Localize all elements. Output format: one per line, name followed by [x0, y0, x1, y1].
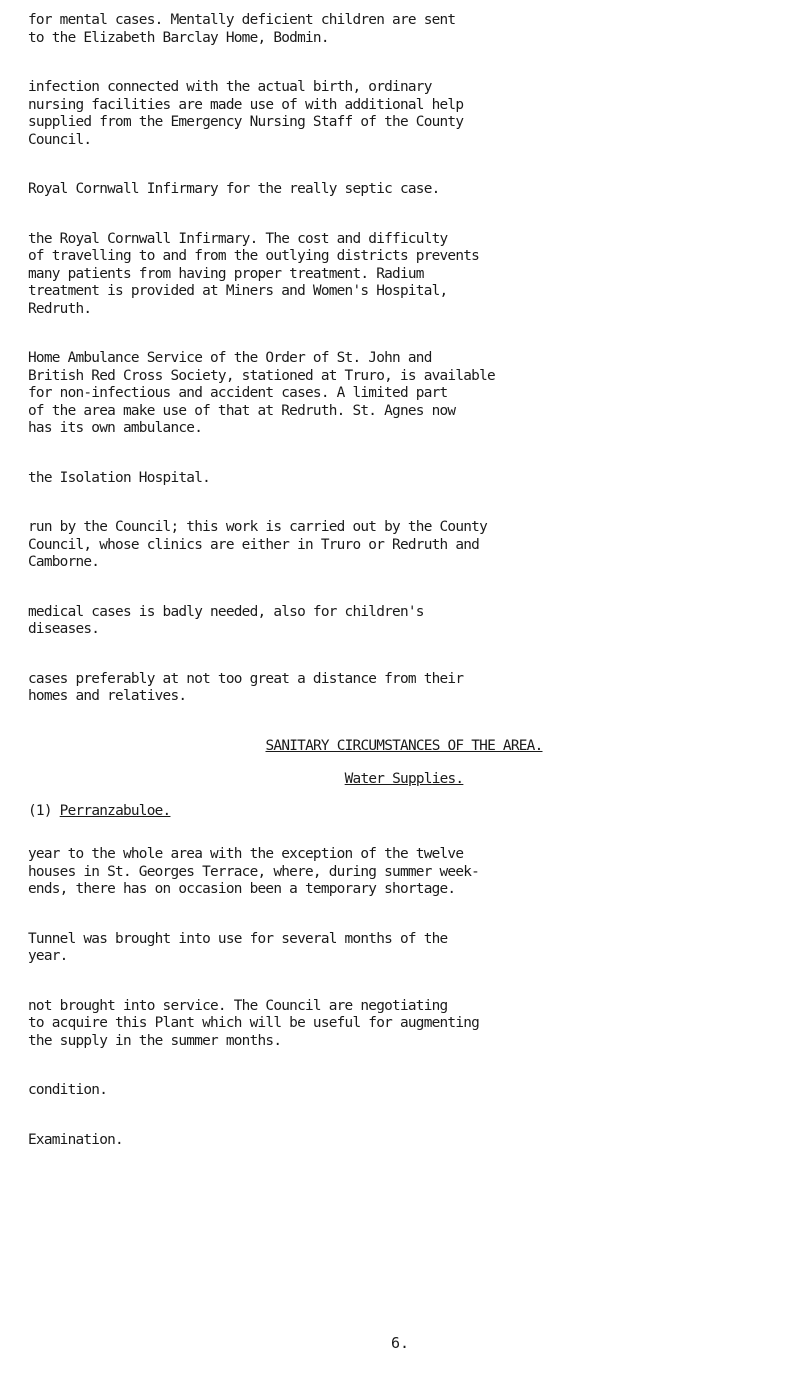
- paragraph-beds: [28, 671, 780, 706]
- text-line: year to the whole area with the exception of the twelve: [28, 846, 464, 862]
- text-line: condition.: [28, 1082, 108, 1098]
- text-line: the Isolation Hospital.: [28, 469, 211, 486]
- paragraph-samples: [28, 1132, 780, 1150]
- paragraph-septic-case: [28, 181, 780, 199]
- paragraph-mental-cases: [28, 12, 780, 47]
- text-line: Camborne.: [28, 554, 100, 570]
- text-line: diseases.: [28, 621, 100, 637]
- text-line: of travelling to and from the outlying districts prevents: [28, 248, 480, 264]
- text-line: many patients from having proper treatment. Radium: [28, 265, 424, 282]
- text-line: Royal Cornwall Infirmary for the really septic case.: [28, 181, 440, 197]
- paragraph-air-ministry-plant: [28, 998, 780, 1051]
- text-line: Tunnel was brought into use for several months of the: [28, 930, 448, 947]
- text-line: treatment is provided at Miners and Women's Hospital,: [28, 283, 448, 299]
- item-heading-text: Perranzabuloe.: [59, 802, 171, 819]
- text-line: Home Ambulance Service of the Order of St. John and: [28, 350, 432, 366]
- text-line: run by the Council; this work is carried out by the County: [28, 519, 488, 535]
- text-line: for non-infectious and accident cases. A limited part: [28, 385, 448, 401]
- text-line: the Royal Cornwall Infirmary. The cost and difficulty: [28, 230, 448, 247]
- section-heading-text: SANITARY CIRCUMSTANCES OF THE AREA.: [265, 737, 543, 754]
- text-line: houses in St. Georges Terrace, where, during summer week-: [28, 863, 480, 880]
- document-page: [28, 12, 780, 1181]
- paragraph-pumping-plant: [28, 1082, 780, 1100]
- text-line: ends, there has on occasion been a temporary shortage.: [28, 881, 456, 897]
- paragraph-emergency-source: [28, 931, 780, 966]
- paragraph-hospital-accommodation: [28, 604, 780, 639]
- item-heading: [28, 803, 780, 821]
- text-line: nursing facilities are made use of with additional help: [28, 96, 464, 113]
- text-line: medical cases is badly needed, also for children's: [28, 603, 424, 620]
- text-line: to the Elizabeth Barclay Home, Bodmin.: [28, 29, 329, 46]
- text-line: has its own ambulance.: [28, 420, 203, 436]
- paragraph-treatment-centres: [28, 519, 780, 572]
- page-number: 6.: [390, 1334, 410, 1352]
- text-line: Redruth.: [28, 300, 92, 317]
- text-line: supplied from the Emergency Nursing Staff of the County: [28, 114, 464, 130]
- section-heading: [28, 738, 780, 756]
- subsection-heading-text: Water Supplies.: [344, 771, 464, 787]
- paragraph-xray-departments: [28, 231, 780, 319]
- text-line: year.: [28, 948, 68, 964]
- text-line: the supply in the summer months.: [28, 1032, 282, 1049]
- text-line: British Red Cross Society, stationed at Truro, is available: [28, 367, 495, 384]
- item-number: (1): [28, 802, 52, 819]
- text-line: Council.: [28, 131, 92, 148]
- paragraph-constant-supply: [28, 846, 780, 899]
- text-line: not brought into service. The Council are negotiating: [28, 997, 448, 1014]
- paragraph-puerperal-pyrexia: [28, 79, 780, 149]
- text-line: cases preferably at not too great a distance from their: [28, 670, 464, 687]
- paragraph-infectious-cases: [28, 470, 780, 488]
- text-line: of the area make use of that at Redruth. St. Agnes now: [28, 402, 456, 419]
- subsection-heading: [28, 771, 780, 789]
- text-line: for mental cases. Mentally deficient children are sent: [28, 12, 456, 28]
- text-line: Examination.: [28, 1131, 123, 1148]
- text-line: homes and relatives.: [28, 688, 187, 704]
- text-line: infection connected with the actual birth, ordinary: [28, 79, 432, 95]
- text-line: Council, whose clinics are either in Truro or Redruth and: [28, 536, 480, 553]
- paragraph-ambulance-facilities: [28, 350, 780, 438]
- text-line: to acquire this Plant which will be useful for augmenting: [28, 1015, 480, 1031]
